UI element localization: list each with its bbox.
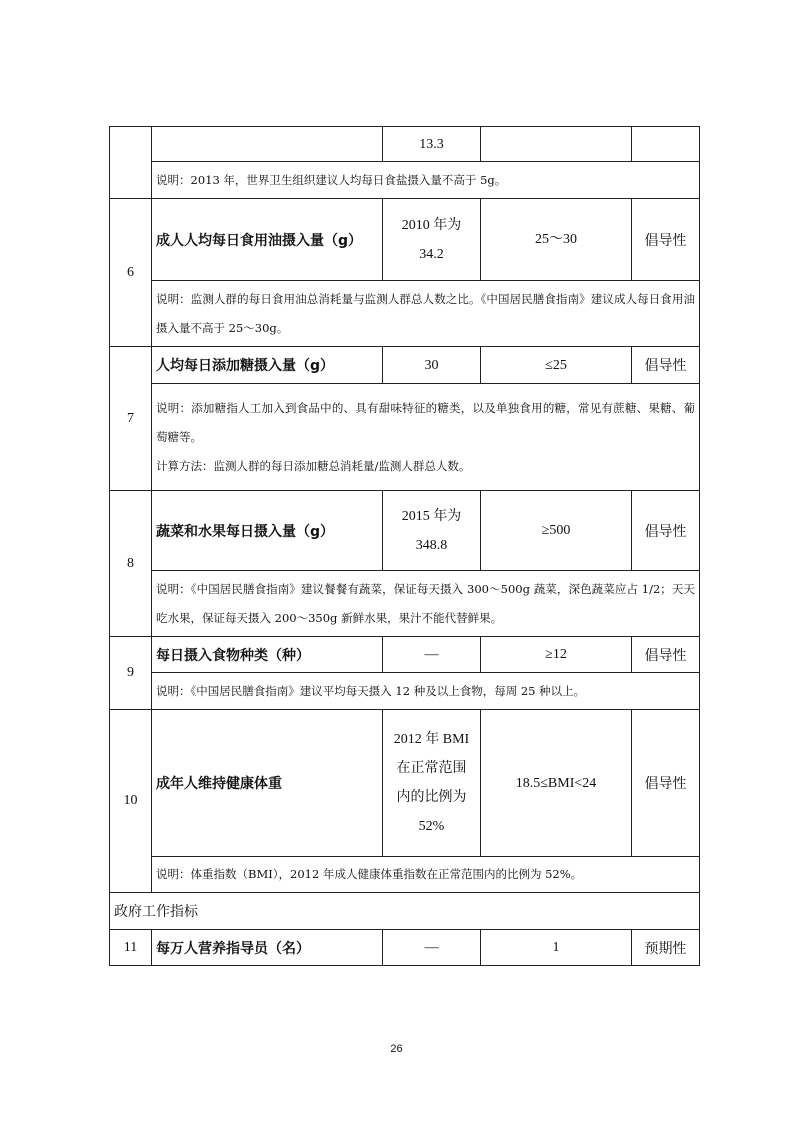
table-row — [110, 281, 700, 347]
indicator-name: 每万人营养指导员（名） — [152, 930, 383, 966]
table-row — [110, 127, 700, 162]
note-block — [152, 384, 700, 491]
note-text: 说明：《中国居民膳食指南》建议餐餐有蔬菜，保证每天摄入 300～500g 蔬菜，深色蔬菜应占 1/2；天天吃水果，保证每天摄入 200～350g 新鲜水果，果汁不能代替鲜果。 — [152, 571, 700, 637]
note-text: 说明：体重指数（BMI），2012 年成人健康体重指数在正常范围内的比例为 52%。 — [152, 857, 700, 893]
table-row — [110, 162, 700, 199]
indicator-table — [109, 126, 700, 966]
table-row — [110, 710, 700, 857]
property-label: 倡导性 — [632, 199, 700, 281]
table-row — [110, 384, 700, 491]
baseline-value: 2015 年为 348.8 — [383, 491, 481, 571]
baseline-value: 2012 年 BMI 在正常范围 内的比例为 52% — [383, 710, 481, 857]
row-number: 7 — [110, 347, 152, 491]
note-text: 说明：2013 年，世界卫生组织建议人均每日食盐摄入量不高于 5g。 — [152, 162, 700, 199]
row-number-cell — [110, 127, 152, 199]
baseline-value: 2010 年为 34.2 — [383, 199, 481, 281]
table-row — [110, 857, 700, 893]
baseline-value: — — [383, 637, 481, 673]
property-label: 倡导性 — [632, 491, 700, 571]
section-title: 政府工作指标 — [110, 893, 700, 930]
indicator-name: 成人人均每日食用油摄入量（g） — [152, 199, 383, 281]
note-text: 说明：添加糖指人工加入到食品中的、具有甜味特征的糖类，以及单独食用的糖，常见有蔗糖、果糖、葡萄糖等。 — [156, 400, 695, 444]
property-label: 倡导性 — [632, 637, 700, 673]
property-label: 倡导性 — [632, 710, 700, 857]
calc-method-text: 计算方法：监测人群的每日添加糖总消耗量/监测人群总人数。 — [156, 458, 471, 473]
target-value: ≤25 — [481, 347, 632, 384]
baseline-value: — — [383, 930, 481, 966]
indicator-name: 成年人维持健康体重 — [152, 710, 383, 857]
note-text: 说明：监测人群的每日食用油总消耗量与监测人群总人数之比。《中国居民膳食指南》建议成人每日食用油摄入量不高于 25～30g。 — [152, 281, 700, 347]
table-row — [110, 491, 700, 571]
section-row — [110, 893, 700, 930]
table-row — [110, 637, 700, 673]
table-row — [110, 673, 700, 710]
table-row — [110, 571, 700, 637]
table-row — [110, 347, 700, 384]
target-value: 25～30 — [481, 199, 632, 281]
property-label: 预期性 — [632, 930, 700, 966]
indicator-name: 蔬菜和水果每日摄入量（g） — [152, 491, 383, 571]
target-value: 18.5≤BMI<24 — [481, 710, 632, 857]
target-value: ≥12 — [481, 637, 632, 673]
row-number: 11 — [110, 930, 152, 966]
property-label: 倡导性 — [632, 347, 700, 384]
table-row — [110, 199, 700, 281]
baseline-value: 13.3 — [383, 127, 481, 162]
row-number: 8 — [110, 491, 152, 637]
target-value: ≥500 — [481, 491, 632, 571]
row-number: 9 — [110, 637, 152, 710]
target-value: 1 — [481, 930, 632, 966]
note-text: 说明：《中国居民膳食指南》建议平均每天摄入 12 种及以上食物，每周 25 种以上。 — [152, 673, 700, 710]
baseline-value: 30 — [383, 347, 481, 384]
row-number: 6 — [110, 199, 152, 347]
row-number: 10 — [110, 710, 152, 893]
indicator-name: 每日摄入食物种类（种） — [152, 637, 383, 673]
table-row — [110, 930, 700, 966]
indicator-name: 人均每日添加糖摄入量（g） — [152, 347, 383, 384]
page-number: 26 — [390, 1043, 403, 1055]
